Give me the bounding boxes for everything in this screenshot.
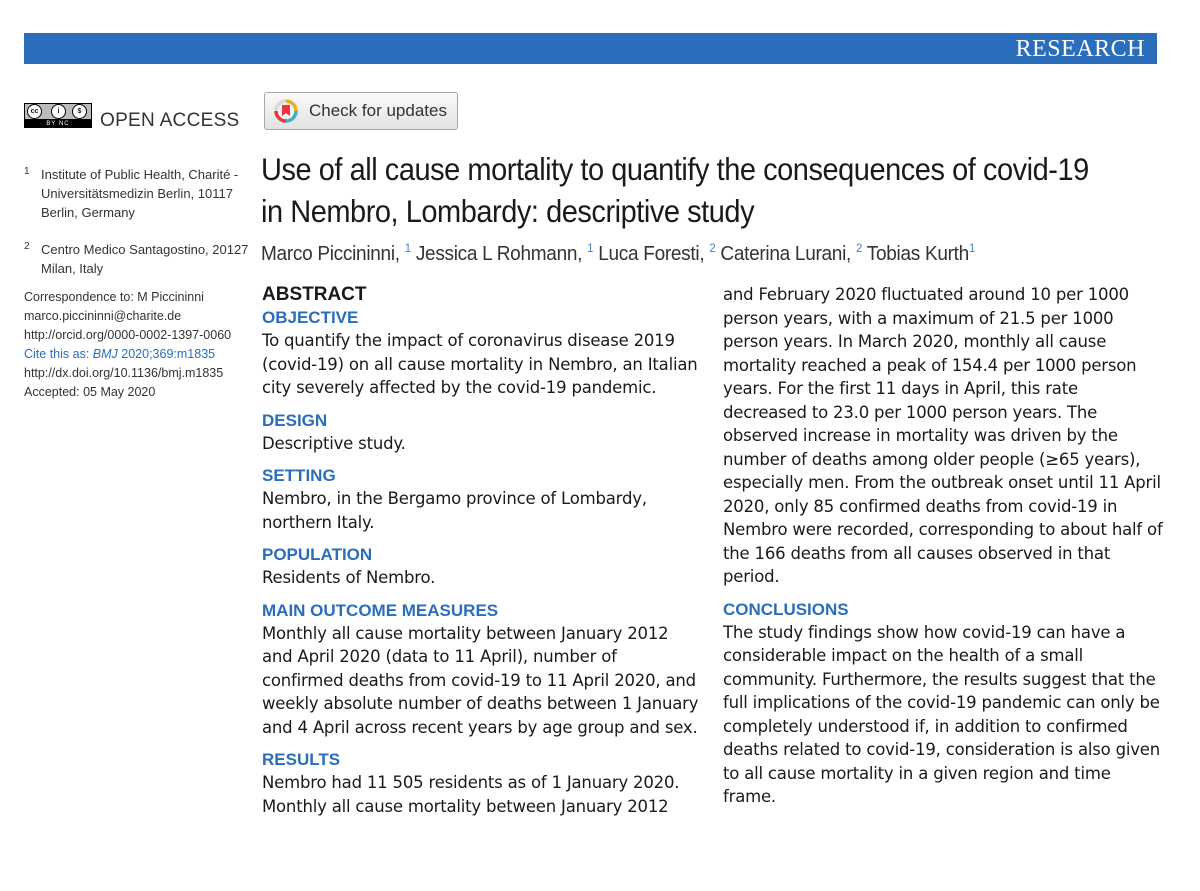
abstract-column-right — [723, 283, 1163, 819]
author-affiliation-ref[interactable]: 2 — [856, 241, 863, 255]
author-name[interactable]: Tobias Kurth — [866, 243, 969, 265]
results-text-part1: Nembro had 11 505 residents as of 1 January 2020. Monthly all cause mortality between January 2012 — [262, 773, 680, 816]
correspondence: Correspondence to: M Piccininni — [24, 290, 204, 304]
cc-badge-top — [25, 104, 91, 119]
outcome-text: Monthly all cause mortality between January 2012 and April 2020 (data to 11 April), number of confirmed deaths from covid-19 to 11 April 2020, and weekly absolute number of deaths between 1 January and 4 April across recent years by age group and sex. — [262, 623, 699, 737]
author-name[interactable]: Caterina Lurani, — [720, 243, 852, 265]
citation — [24, 345, 254, 364]
cc-license-badge[interactable] — [24, 103, 92, 128]
affiliation-text: Centro Medico Santagostino, 20127 Milan, Italy — [41, 242, 249, 276]
correspondence-email[interactable]: marco.piccininni@charite.de — [24, 309, 182, 323]
cite-reference: 2020;369:m1835 — [121, 347, 216, 361]
design-heading: DESIGN — [262, 410, 328, 430]
setting-text: Nembro, in the Bergamo province of Lombardy, northern Italy. — [262, 489, 647, 532]
conclusions-heading: CONCLUSIONS — [723, 599, 849, 619]
orcid-link[interactable]: http://orcid.org/0000-0002-1397-0060 — [24, 328, 232, 342]
abstract-column-left — [262, 283, 702, 828]
author-name[interactable]: Marco Piccininni, — [261, 243, 400, 265]
section-label: RESEARCH — [1015, 36, 1145, 62]
author-affiliation-ref[interactable]: 2 — [709, 241, 716, 255]
cc-badge-text: BY NC — [46, 121, 70, 127]
open-access-label: OPEN ACCESS — [100, 110, 240, 131]
author-name[interactable]: Luca Foresti, — [598, 243, 705, 265]
attribution-icon: i — [51, 104, 66, 119]
cc-icon: cc — [27, 104, 42, 119]
abstract-heading: ABSTRACT — [262, 284, 367, 305]
cite-label: Cite this as: — [24, 347, 90, 361]
population-text: Residents of Nembro. — [262, 568, 436, 587]
outcome-heading: MAIN OUTCOME MEASURES — [262, 600, 499, 620]
section-banner — [24, 33, 1157, 64]
author-affiliation-ref[interactable]: 1 — [587, 241, 594, 255]
check-for-updates-label: Check for updates — [309, 101, 447, 120]
objective-text: To quantify the impact of coronavirus disease 2019 (covid-19) on all cause mortality in Nembro, an Italian city severely affected by the covid-19 pandemic. — [262, 331, 698, 397]
results-text-part2: and February 2020 fluctuated around 10 per 1000 person years, with a maximum of 21.5 per 1000 person years. In March 2020, monthly all cause mortality reached a peak of 154.4 per 1000 person years. For the first 11 days in April, this rate decreased to 23.0 per 1000 person years. The observed increase in mortality was driven by the number of deaths among older people (≥65 years), especially men. From the outbreak onset until 11 April 2020, only 85 confirmed deaths from covid-19 in Nembro were recorded, corresponding to about half of the 166 deaths from all causes observed in that period. — [723, 285, 1163, 586]
affiliation-number: 1 — [24, 166, 30, 177]
population-heading: POPULATION — [262, 545, 373, 564]
affiliation-text: Institute of Public Health, Charité - Universitätsmedizin Berlin, 10117 Berlin, Germany — [41, 167, 239, 220]
article-title: Use of all cause mortality to quantify the consequences of covid-19 in Nembro, Lombardy: descriptive study — [261, 151, 1089, 229]
design-text: Descriptive study. — [262, 433, 406, 453]
results-heading: RESULTS — [262, 750, 341, 769]
check-for-updates-button[interactable] — [264, 92, 458, 130]
accepted-date: Accepted: 05 May 2020 — [24, 385, 156, 399]
affiliation-number: 2 — [24, 241, 30, 252]
author-affiliation-ref[interactable]: 1 — [404, 241, 411, 255]
article-meta — [24, 288, 254, 402]
cite-journal: BMJ — [92, 347, 118, 361]
author-affiliation-ref[interactable]: 1 — [968, 241, 975, 255]
conclusions-text: The study findings show how covid-19 can have a considerable impact on the health of a small community. Furthermore, the results suggest that the full implications of the covid-19 pandemic can only be completely understood if, in addition to confirmed deaths related to covid-19, consideration is also given to all cause mortality in a given region and time frame. — [723, 622, 1161, 806]
noncommercial-icon: $ — [72, 104, 87, 119]
doi-link[interactable]: http://dx.doi.org/10.1136/bmj.m1835 — [24, 366, 224, 380]
objective-heading: OBJECTIVE — [262, 308, 359, 327]
author-list — [261, 243, 975, 266]
author-name[interactable]: Jessica L Rohmann, — [415, 243, 583, 265]
setting-heading: SETTING — [262, 466, 336, 485]
crossmark-icon — [274, 99, 298, 123]
